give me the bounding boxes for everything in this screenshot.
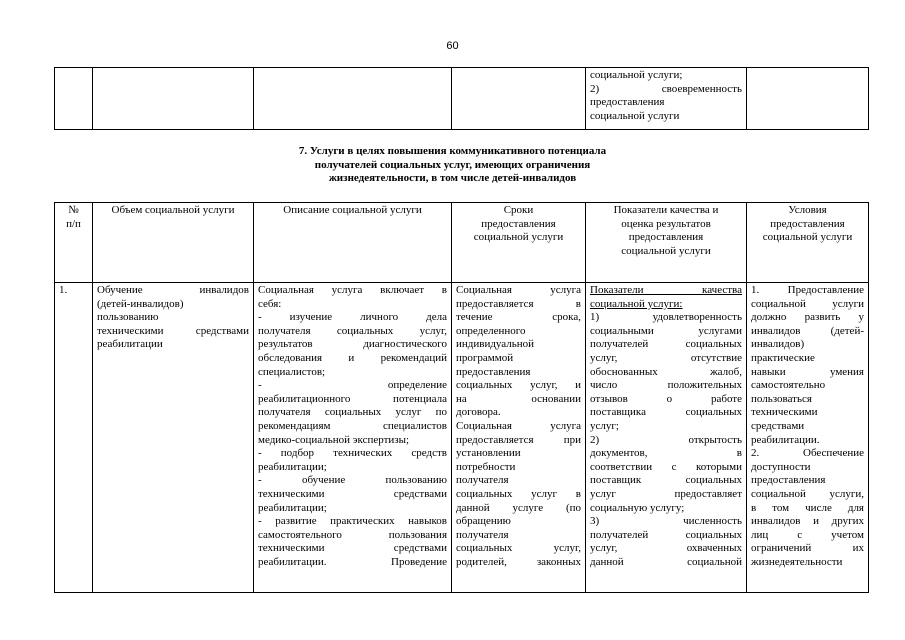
header-quality xyxy=(586,203,747,283)
text-line: социальной услуги; xyxy=(590,69,683,81)
text-line: число положительных xyxy=(590,379,742,392)
text-line: жизнедеятельности xyxy=(751,555,843,568)
header-number xyxy=(55,203,93,283)
text-line: социальной услуги, xyxy=(751,487,864,500)
text-line: предоставления xyxy=(770,217,845,230)
cont-cell-description xyxy=(254,68,452,130)
text-line: Социальная услуга xyxy=(456,284,581,296)
text-line: в том числе для xyxy=(751,501,864,514)
text-line: Показатели качества и xyxy=(613,204,719,216)
text-line: социальных услуг в xyxy=(456,487,581,500)
text-line: на основании xyxy=(456,392,581,405)
text-line: 2) своевременность xyxy=(590,82,742,95)
text-line: родителей, законных xyxy=(456,555,581,568)
text-line: 2. Обеспечение xyxy=(751,447,864,460)
text-line: предоставляется в xyxy=(456,297,581,310)
text-line: социальными услугами xyxy=(590,324,742,337)
text-line: инвалидов) xyxy=(751,338,805,351)
text-line: пользованию xyxy=(97,311,159,324)
text-line: - изучение личного дела xyxy=(258,311,447,324)
text-line: - развитие практических навыков xyxy=(258,515,447,528)
text-line: отзывов о работе xyxy=(590,392,742,405)
text-line: реабилитации. xyxy=(751,433,820,446)
text-line: Социальная услуга xyxy=(456,419,581,432)
continuation-table xyxy=(54,67,869,130)
text-line: техническими средствами xyxy=(258,542,447,555)
text-line: реабилитационного потенциала xyxy=(258,392,447,405)
service-terms xyxy=(452,283,586,593)
text-line: реабилитации; xyxy=(258,460,327,473)
text-line: 1) удовлетворенность xyxy=(590,311,742,324)
text-line: получателя xyxy=(456,474,509,487)
text-line: обоснованных жалоб, xyxy=(590,365,742,378)
cont-cell-conditions xyxy=(747,68,869,130)
service-conditions xyxy=(747,283,869,593)
text-line: жизнедеятельности, в том числе детей-инвалидов xyxy=(328,172,577,184)
text-line: Показатели качества xyxy=(590,284,742,296)
cont-cell-volume xyxy=(93,68,254,130)
text-line: поставщика социальных xyxy=(590,406,742,419)
text-line: индивидуальной xyxy=(456,338,535,351)
text-line: - обучение пользованию xyxy=(258,474,447,487)
text-line: Социальная услуга включает в xyxy=(258,284,447,296)
row-number: 1. xyxy=(55,283,93,593)
text-line: получателя xyxy=(456,528,509,541)
text-line: п/п xyxy=(66,217,81,230)
text-line: документов, в xyxy=(590,447,742,460)
service-description xyxy=(254,283,452,593)
text-line: реабилитации xyxy=(97,338,163,351)
text-line: инвалидов (детей- xyxy=(751,324,864,337)
text-line: услуг; xyxy=(590,419,619,432)
text-line: услуг, охваченных xyxy=(590,542,742,555)
cont-cell-number xyxy=(55,68,93,130)
text-line: данной услуге (по xyxy=(456,501,581,514)
text-line: данной социальной xyxy=(590,555,742,568)
text-line: социальной услуги xyxy=(590,109,680,122)
text-line: средствами xyxy=(751,419,805,432)
text-line: Обучение инвалидов xyxy=(97,284,249,296)
text-line: специалистов; xyxy=(258,365,326,378)
text-line: доступности xyxy=(751,460,811,473)
header-volume xyxy=(93,203,254,283)
text-line: обследования и рекомендаций xyxy=(258,351,447,364)
text-line: результатов диагностического xyxy=(258,338,447,351)
text-line: практические xyxy=(751,351,815,364)
text-line: получателя социальных услуг, xyxy=(258,324,447,337)
text-line: самостоятельно xyxy=(751,379,826,392)
cont-cell-terms xyxy=(452,68,586,130)
text-line: № xyxy=(68,204,79,216)
table-header-row xyxy=(55,203,869,283)
cont-cell-quality xyxy=(586,68,747,130)
text-line: реабилитации. Проведение xyxy=(258,555,447,568)
text-line: лиц с учетом xyxy=(751,528,864,541)
text-line: должно развить у xyxy=(751,311,864,324)
text-line: медико-социальной экспертизы; xyxy=(258,433,410,446)
text-line: Описание социальной услуги xyxy=(283,204,422,216)
text-line: предоставления xyxy=(590,96,665,109)
text-line: получателей социальных услуг, имеющих ограничения xyxy=(314,158,591,171)
text-line: 3) численность xyxy=(590,515,742,528)
text-line: социальных услуг, xyxy=(456,542,581,555)
text-line: пользоваться xyxy=(751,392,812,405)
services-table xyxy=(54,202,869,593)
text-line: 7. Услуги в целях повышения коммуникативного потенциала xyxy=(298,145,607,157)
text-line: соответствии с которыми xyxy=(590,460,742,473)
text-line: самостоятельного пользования xyxy=(258,528,447,541)
text-line: социальных услуг, и xyxy=(456,379,581,392)
text-line: обращению xyxy=(456,515,511,528)
text-line: получателей социальных xyxy=(590,338,742,351)
text-line: программой xyxy=(456,351,514,364)
text-line: предоставления xyxy=(481,217,556,230)
text-line: 1. Предоставление xyxy=(751,284,864,296)
header-terms xyxy=(452,203,586,283)
text-line: рекомендациям специалистов xyxy=(258,419,447,432)
header-description xyxy=(254,203,452,283)
service-quality xyxy=(586,283,747,593)
text-line: договора. xyxy=(456,406,501,419)
text-line: предоставления xyxy=(628,231,704,244)
text-line: поставщик социальных xyxy=(590,474,742,487)
text-line: потребности xyxy=(456,460,516,473)
text-line: Сроки xyxy=(503,204,534,216)
section-title xyxy=(0,145,905,186)
text-line: себя: xyxy=(258,297,282,310)
text-line: предоставления xyxy=(456,365,531,378)
text-line: ограничений их xyxy=(751,542,864,555)
text-line: Условия xyxy=(788,204,827,216)
text-line: предоставления xyxy=(751,474,826,487)
text-line: - подбор технических средств xyxy=(258,447,447,460)
table-row xyxy=(55,283,869,593)
text-line: социальную услугу; xyxy=(590,501,685,514)
text-line: получателя социальных услуг по xyxy=(258,406,447,419)
text-line: определенного xyxy=(456,324,526,337)
text-line: техническими средствами xyxy=(97,324,249,337)
table-row xyxy=(55,68,869,130)
text-line: - определение xyxy=(258,379,447,392)
text-line: социальной услуги xyxy=(751,297,864,310)
text-line: услуг, отсутствие xyxy=(590,351,742,364)
text-line: течение срока, xyxy=(456,311,581,324)
text-line: Объем социальной услуги xyxy=(111,204,235,216)
text-line: оценка результатов xyxy=(621,217,711,230)
text-line: техническими xyxy=(751,406,818,419)
text-line: социальной услуги xyxy=(473,231,564,244)
text-line: (детей-инвалидов) xyxy=(97,297,184,310)
text-line: техническими средствами xyxy=(258,487,447,500)
page-number: 60 xyxy=(446,40,459,52)
text-line: 2) открытость xyxy=(590,433,742,446)
text-line: социальной услуги xyxy=(762,231,853,244)
text-line: навыки умения xyxy=(751,365,864,378)
text-line: предоставляется при xyxy=(456,433,581,446)
service-volume xyxy=(93,283,254,593)
text-line: социальной услуги xyxy=(621,244,711,257)
text-line: социальной услуги: xyxy=(590,297,683,310)
text-line: реабилитации; xyxy=(258,501,327,514)
header-conditions xyxy=(747,203,869,283)
text-line: получателей социальных xyxy=(590,528,742,541)
text-line: установлении xyxy=(456,447,521,460)
text-line: услуг предоставляет xyxy=(590,487,742,500)
text-line: инвалидов и других xyxy=(751,515,864,528)
